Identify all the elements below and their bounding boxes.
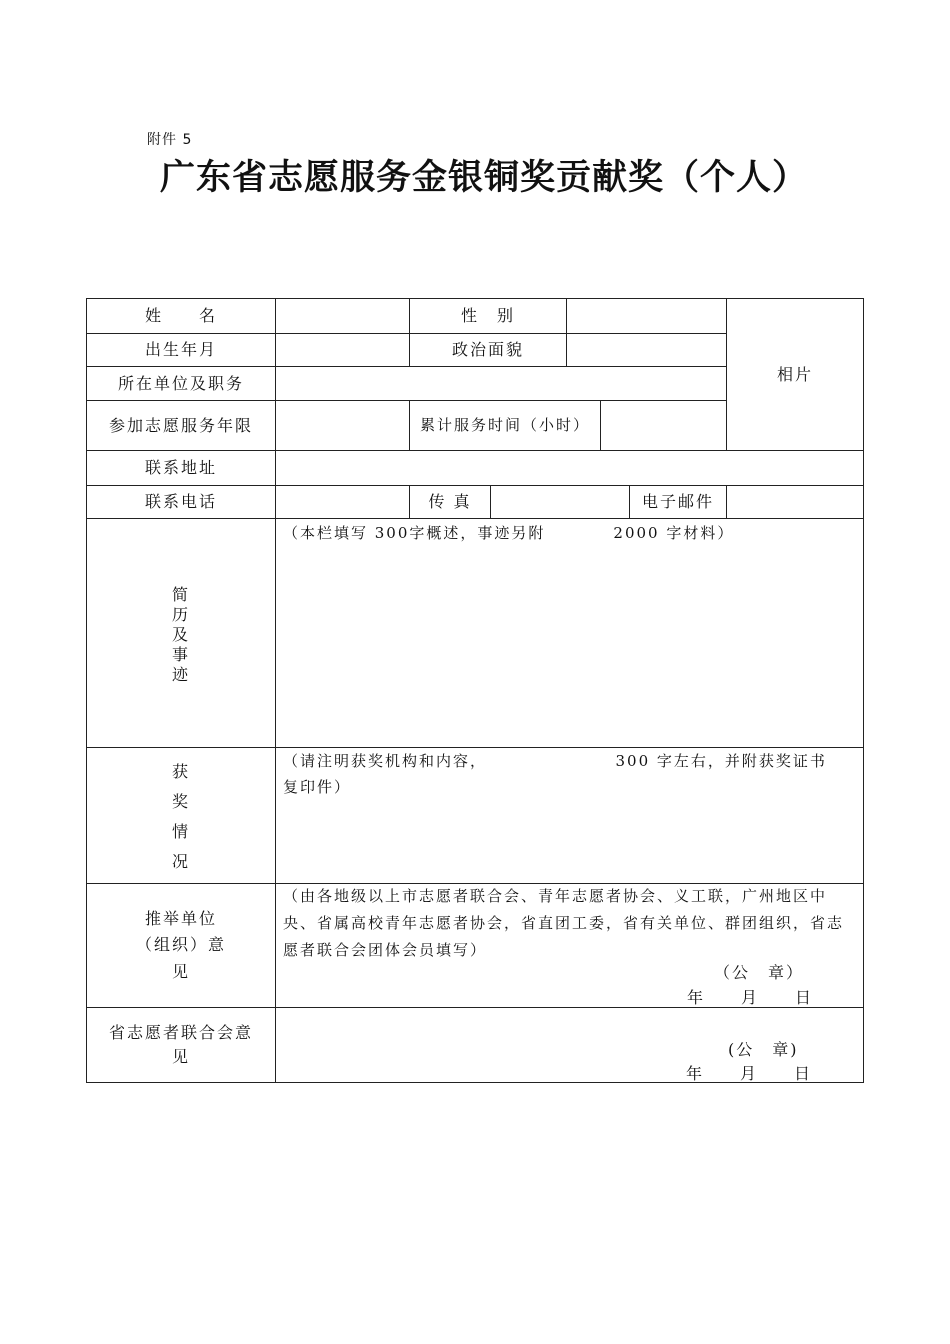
table-border bbox=[863, 298, 864, 1083]
resume-note: （本栏填写 300字概述，事迹另附 2000 字材料） bbox=[283, 524, 735, 542]
gender-label: 性 别 bbox=[460, 306, 515, 326]
unit-field[interactable] bbox=[276, 367, 726, 400]
fax-label: 传 真 bbox=[428, 492, 472, 512]
unit-label: 所在单位及职务 bbox=[117, 373, 244, 393]
resume-label bbox=[169, 585, 191, 685]
award-label-char: 奖 bbox=[171, 792, 188, 811]
resume-label-char: 简 bbox=[171, 585, 188, 604]
resume-label-char: 历 bbox=[171, 605, 188, 624]
federation-seal: (公 章) bbox=[728, 1040, 799, 1059]
hours-field[interactable] bbox=[601, 401, 726, 450]
resume-field[interactable] bbox=[276, 548, 863, 747]
recommend-date: 年 月 日 bbox=[687, 988, 814, 1007]
award-label-char: 情 bbox=[171, 822, 188, 841]
recommend-seal: （公 章） bbox=[714, 963, 805, 982]
resume-label-char: 及 bbox=[171, 625, 188, 644]
phone-label: 联系电话 bbox=[144, 492, 217, 512]
years-field[interactable] bbox=[276, 401, 409, 450]
email-label: 电子邮件 bbox=[641, 492, 714, 512]
birth-label: 出生年月 bbox=[144, 340, 217, 360]
name-label: 姓 名 bbox=[144, 306, 217, 326]
recommend-note: （由各地级以上市志愿者联合会、青年志愿者协会、义工联，广州地区中央、省属高校青年志愿者协会，省直团工委，省有关单位、群团组织，省志愿者联合会团体会员填写） bbox=[283, 887, 845, 959]
email-field[interactable] bbox=[727, 486, 863, 518]
attachment-number: 附件 5 bbox=[147, 132, 193, 148]
address-label: 联系地址 bbox=[144, 458, 217, 478]
award-label bbox=[169, 757, 191, 877]
federation-label: 省志愿者联合会意见 bbox=[108, 1023, 253, 1066]
recommend-label: 推举单位（组织）意见 bbox=[135, 908, 226, 981]
photo-label: 相片 bbox=[776, 364, 813, 384]
federation-date: 年 月 日 bbox=[686, 1064, 813, 1083]
phone-field[interactable] bbox=[276, 486, 409, 518]
birth-field[interactable] bbox=[276, 334, 409, 366]
resume-label-char: 迹 bbox=[171, 665, 188, 684]
fax-field[interactable] bbox=[491, 486, 629, 518]
table-rule bbox=[86, 518, 864, 519]
award-field[interactable] bbox=[276, 802, 863, 882]
name-field[interactable] bbox=[276, 299, 409, 333]
page-title: 广东省志愿服务金银铜奖贡献奖（个人） bbox=[160, 158, 809, 198]
years-label: 参加志愿服务年限 bbox=[108, 415, 253, 435]
address-field[interactable] bbox=[276, 451, 863, 485]
award-label-char: 获 bbox=[171, 762, 188, 781]
award-label-char: 况 bbox=[171, 852, 188, 871]
award-note: （请注明获奖机构和内容， 300 字左右，并附获奖证书复印件） bbox=[283, 752, 827, 796]
gender-field[interactable] bbox=[567, 299, 726, 333]
political-field[interactable] bbox=[567, 334, 726, 366]
table-rule bbox=[409, 400, 410, 450]
political-label: 政治面貌 bbox=[451, 340, 524, 360]
hours-label: 累计服务时间（小时） bbox=[419, 416, 590, 435]
resume-label-char: 事 bbox=[171, 645, 188, 664]
